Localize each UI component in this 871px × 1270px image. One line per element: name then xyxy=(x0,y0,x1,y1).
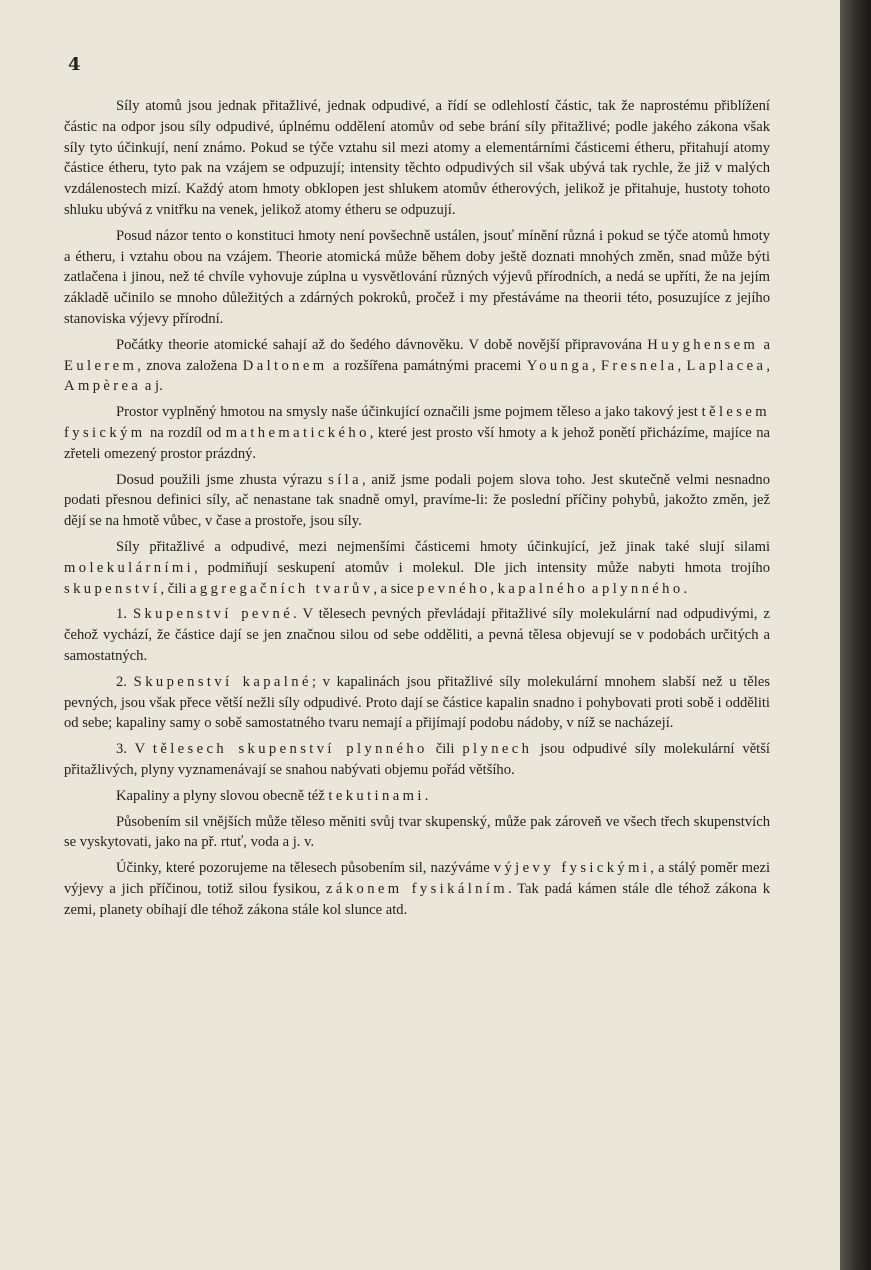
spaced-emphasis: Fresnela xyxy=(600,357,678,374)
body-text xyxy=(64,96,770,925)
spaced-emphasis: tělesech skupenství plynného xyxy=(152,741,428,758)
spaced-emphasis: tekutinami xyxy=(328,787,425,804)
text-run: , xyxy=(490,580,498,597)
spaced-emphasis: skupenství xyxy=(64,580,161,597)
spaced-emphasis: Ampèrea xyxy=(64,378,142,395)
paragraph xyxy=(64,402,770,464)
spaced-emphasis: mathematického xyxy=(225,424,370,441)
text-run: 3. V xyxy=(116,741,153,758)
paragraph xyxy=(64,858,770,920)
text-run: 1. xyxy=(116,606,133,623)
spaced-emphasis: plynného xyxy=(602,580,684,597)
text-run: jsou odpudivé síly molekulární větší přitažlivých, plyny vyznamenávají se snahou nabývati objemu pořád většího. xyxy=(64,741,770,778)
spaced-emphasis: plynech xyxy=(462,741,533,758)
text-run: Počátky theorie atomické sahají až do šedého dávnověku. V době novější připravována xyxy=(116,336,648,353)
spaced-emphasis: molekulárními xyxy=(64,559,195,576)
spaced-emphasis: Daltonem xyxy=(242,357,328,374)
paragraph xyxy=(64,335,770,397)
text-run: čili xyxy=(427,741,463,758)
text-run: a rozšířena památnými pracemi xyxy=(327,357,527,374)
text-run: 2. xyxy=(116,673,134,690)
text-run: , aniž jsme podali pojem slova toho. Jest skutečně velmi nesnadno podati přesnou definici síly, ač nenastane tak snadně omyl, pravíme-li: že poslední příčiny pohybů, jakožto změn, jež dějí se na hmotě vůbec, v čase a prostoře, jsou síly. xyxy=(64,471,771,530)
paragraph xyxy=(64,786,770,807)
text-run: , čili xyxy=(160,580,191,597)
paragraph xyxy=(64,96,770,221)
spaced-emphasis: aggregačních tvarův xyxy=(190,580,374,597)
paragraph xyxy=(64,604,770,666)
spaced-emphasis: Huyghensem xyxy=(647,336,759,353)
spaced-emphasis: tělesem fysickým xyxy=(64,404,770,441)
text-run: Kapaliny a plyny slovou obecně též xyxy=(116,787,329,804)
paragraph xyxy=(64,470,770,532)
paragraph xyxy=(64,672,770,734)
text-run: . xyxy=(683,580,688,597)
spaced-emphasis: výjevy fysickými xyxy=(493,860,651,877)
text-run: , xyxy=(591,357,601,374)
paragraph xyxy=(64,812,770,854)
text-run: Působením sil vnějších může těleso měniti svůj tvar skupenský, může pak zároveň ve všech třech skupenstvích se vyskytovati, jako na př. rtuť, voda a j. v. xyxy=(64,813,770,851)
text-run: , xyxy=(677,357,687,374)
book-binding-edge xyxy=(840,0,871,1270)
spaced-emphasis: Laplacea xyxy=(686,357,767,374)
text-run: a j. xyxy=(141,378,163,395)
text-run: . xyxy=(424,787,429,804)
text-run: . Tak padá kámen stále dle téhož zákona k zemi, planety obíhají dle téhož zákona stále kol slunce atd. xyxy=(64,880,770,918)
text-run: , znova založena xyxy=(137,357,243,374)
spaced-emphasis: Eulerem xyxy=(64,357,138,374)
text-run: a xyxy=(758,336,770,353)
text-run: ; v kapalinách jsou přitažlivé síly molekulární mnohem slabší než u těles pevných, jsou však přece větší nežli síly odpudivé. Proto dají se částice kapalin snadno i pohybovati proti sobě i odděliti od sebe; kapaliny samy o sobě samostatného tvaru nemají a přijímají podobu nádoby, v níž se nacházejí. xyxy=(64,673,770,732)
text-run: Posud názor tento o konstituci hmoty není povšechně ustálen, jsouť mínění různá i pokud se týče atomů hmoty a étheru, i vztahu obou na vzájem. Theorie atomická může během doby ještě doznati mnohých změn, snad může býti zatlačena i jinou, než té chvíle vyhovuje zúplna u vysvětlování různých výjevů přírodních, a nedá se upříti, že na jejím základě učinilo se mnoho důležitých a zdárných pokroků, pročež i my přestáváme na theorii této, posuzujíce z jejího stanoviska výjevy přírodní. xyxy=(64,227,770,327)
spaced-emphasis: zákonem fysikálním xyxy=(326,880,509,897)
text-run: , a sice xyxy=(373,580,418,597)
text-run: Síly atomů jsou jednak přitažlivé, jednak odpudivé, a řídí se odlehlostí částic, tak že naprostému přiblížení částic na odpor jsou síly odpudivé, úplnému oddělení atomův od sebe brání síly přitažlivé; podle jakého zákona však síly tyto účinkují, není známo. Pokud se týče vztahu sil mezi atomy a elementárními částicemi étheru, přitahují atomy částice étheru, tyto pak na vzájem se odpuzují; intensity těchto odpudivých sil však ubývá tak rychle, že již v malých vzdálenostech mizí. Každý atom hmoty obklopen jest shlukem atomův étherových, jelikož je přitahuje, hustoty tohoto shluku ubývá z vnitřku na venek, jelikož atomy étheru se odpuzují. xyxy=(64,98,770,218)
text-run: , xyxy=(766,357,771,374)
spaced-emphasis: Skupenství kapalné xyxy=(133,673,312,690)
page-number: 4 xyxy=(68,54,81,75)
text-run: . V tělesech pevných převládají přitažlivé síly molekulární nad odpudivými, z čehož vychází, že částice dají se jen značnou silou od sebe odděliti, a pevná tělesa objevují se v podobách určitých a samostatných. xyxy=(64,606,771,664)
spaced-emphasis: kapalného xyxy=(497,580,589,597)
spaced-emphasis: Younga xyxy=(526,357,592,374)
text-run: a xyxy=(588,580,603,597)
text-run: na rozdíl od xyxy=(145,424,226,441)
text-run: , které jest prosto vší hmoty a k jehož ponětí přicházíme, majíce na zřeteli omezený prostor prázdný. xyxy=(64,424,770,462)
paragraph xyxy=(64,226,770,330)
text-run: Dosud použili jsme zhusta výrazu xyxy=(116,471,329,488)
spaced-emphasis: pevného xyxy=(417,580,491,597)
text-run: Prostor vyplněný hmotou na smysly naše účinkující označili jsme pojmem těleso a jako takový jest xyxy=(116,404,702,421)
text-run: Síly přitažlivé a odpudivé, mezi nejmenšími částicemi hmoty účinkující, jež jinak také slují silami xyxy=(116,538,770,555)
paragraph xyxy=(64,739,770,781)
text-run: Účinky, které pozorujeme na tělesech působením sil, nazýváme xyxy=(116,860,494,877)
spaced-emphasis: síla xyxy=(328,471,362,488)
text-run: , podmiňují seskupení atomův i molekul. Dle jich intensity může nabyti hmota trojího xyxy=(194,559,770,576)
spaced-emphasis: Skupenství pevné xyxy=(132,606,294,623)
paragraph xyxy=(64,537,770,599)
text-run: , a stálý poměr mezi výjevy a jich příčinou, totiž silou fysikou, xyxy=(64,860,770,897)
